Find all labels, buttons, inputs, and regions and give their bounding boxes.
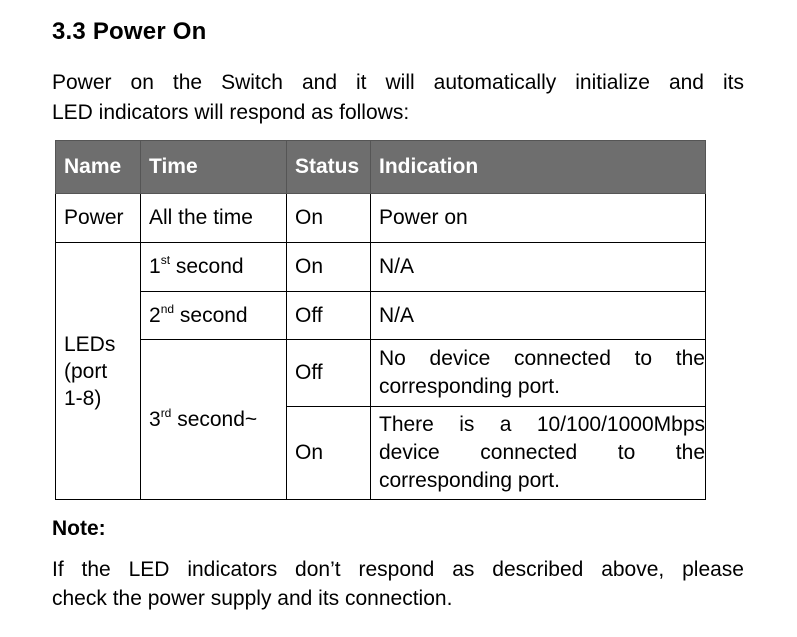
cell-time: All the time [141,194,287,243]
cell-name-leds [56,243,141,500]
cell-time [141,243,287,292]
time-unit: second [179,303,248,327]
cell-status: On [287,243,371,292]
leds-label-line-2: (port [64,359,108,383]
cell-indication [371,407,706,500]
time-unit: second~ [177,407,258,431]
cell-indication [371,340,706,407]
led-indicator-table [55,140,706,500]
indication-line: There is a 10/100/1000Mbps [379,413,705,436]
time-ordinal-suffix: st [160,253,171,267]
table-row [56,243,706,292]
cell-status: Off [287,340,371,407]
note-title: Note: [52,517,106,540]
leds-label-line-3: 1-8) [64,386,102,410]
time-number: 3 [149,407,161,431]
indication-line: device connected to the [379,441,705,464]
cell-status: Off [287,292,371,340]
header-time: Time [141,141,287,194]
indication-line: No device connected to the [379,347,705,370]
intro-line-1: Power on the Switch and it will automatically initialize and its [52,71,744,94]
header-indication: Indication [371,141,706,194]
indication-line: corresponding port. [379,375,560,398]
note-line-2: check the power supply and its connection. [52,587,453,610]
time-number: 1 [149,255,161,278]
intro-paragraph [52,68,744,128]
table-row [56,194,706,243]
section-heading: 3.3 Power On [52,18,207,45]
leds-label-line-1: LEDs [64,332,116,356]
table-header-row [56,141,706,194]
intro-line-2: LED indicators will respond as follows: [52,101,410,124]
time-ordinal-suffix: rd [160,405,172,420]
table-row [56,340,706,407]
time-unit: second [175,255,244,278]
cell-status: On [287,194,371,243]
cell-status: On [287,407,371,500]
time-number: 2 [149,303,161,327]
cell-indication: Power on [371,194,706,243]
cell-time [141,340,287,500]
cell-indication: N/A [371,243,706,292]
cell-time [141,292,287,340]
note-line-1: If the LED indicators don’t respond as described above, please [52,558,744,581]
cell-name: Power [56,194,141,243]
header-name: Name [56,141,141,194]
note-paragraph [52,555,744,613]
table-row [56,292,706,340]
time-ordinal-suffix: nd [160,301,175,316]
header-status: Status [287,141,371,194]
cell-indication: N/A [371,292,706,340]
indication-line: corresponding port. [379,469,560,492]
